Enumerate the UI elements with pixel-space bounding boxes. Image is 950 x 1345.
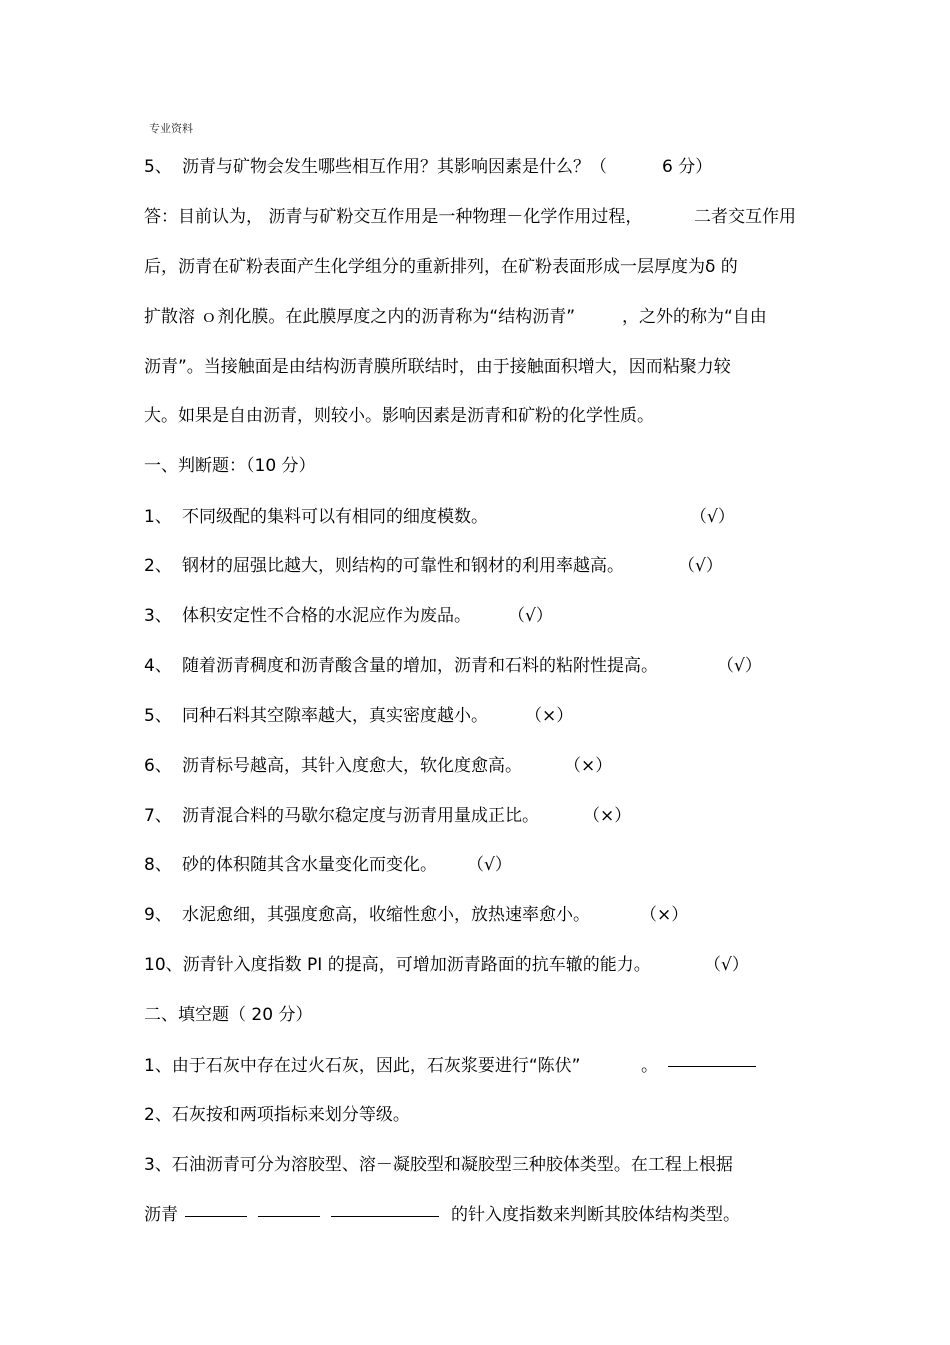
question-text: 沥青与矿物会发生哪些相互作用？其影响因素是什么？（ — [182, 157, 607, 177]
judge-item — [144, 904, 590, 926]
answer-line-5: 大。如果是自由沥青，则较小。影响因素是沥青和矿粉的化学性质。 — [144, 406, 654, 426]
item-number: 9、 — [144, 905, 172, 925]
item-text: 同种石料其空隙率越大，真实密度越小。 — [182, 706, 488, 726]
item-text: 沥青混合料的马歇尔稳定度与沥青用量成正比。 — [182, 806, 539, 826]
essay-question — [144, 156, 607, 178]
fill-item-1 — [144, 1055, 580, 1077]
item-answer: （×） — [525, 706, 574, 726]
item-text: 体积安定性不合格的水泥应作为废品。 — [182, 606, 471, 626]
item-answer: （√） — [467, 855, 512, 875]
answer-blank — [185, 1216, 247, 1217]
question-score: 6 分） — [662, 157, 713, 177]
item-answer: （×） — [564, 756, 613, 776]
answer-line-1: 答：目前认为， 沥青与矿粉交互作用是一种物理－化学作用过程， — [144, 207, 643, 227]
item-number: 7、 — [144, 806, 172, 826]
fill-text: 1、由于石灰中存在过火石灰，因此，石灰浆要进行“陈伏” — [144, 1056, 581, 1076]
item-text: 随着沥青稠度和沥青酸含量的增加，沥青和石料的粘附性提高。 — [182, 656, 658, 676]
question-number: 5、 — [144, 157, 172, 177]
page-header: 专业资料 — [149, 122, 193, 135]
item-answer: （√） — [704, 955, 749, 975]
fill-item-1-tail: 。 — [641, 1056, 658, 1076]
answer-blank — [258, 1216, 320, 1217]
answer-blank — [668, 1066, 756, 1067]
judge-item — [144, 555, 624, 577]
item-number: 2、 — [144, 556, 172, 576]
judge-item — [144, 854, 437, 876]
answer-line-4: 沥青”。当接触面是由结构沥青膜所联结时，由于接触面积增大，因而粘聚力较 — [144, 357, 731, 377]
judge-item — [144, 954, 651, 976]
item-text: 砂的体积随其含水量变化而变化。 — [182, 855, 437, 875]
answer-line-3-tail: ，之外的称为“自由 — [622, 307, 767, 327]
answer-blank — [331, 1216, 439, 1217]
judge-item — [144, 605, 471, 627]
judge-item — [144, 805, 539, 827]
judge-item — [144, 705, 488, 727]
fill-item-3: 3、石油沥青可分为溶胶型、溶－凝胶型和凝胶型三种胶体类型。在工程上根据 — [144, 1155, 733, 1175]
judge-item — [144, 506, 488, 528]
judge-heading: 一、判断题：（10 分） — [144, 456, 316, 476]
item-number: 6、 — [144, 756, 172, 776]
fill-heading: 二、填空题（ 20 分） — [144, 1005, 313, 1025]
item-answer: （√） — [678, 556, 723, 576]
item-text: 钢材的屈强比越大，则结构的可靠性和钢材的利用率越高。 — [182, 556, 624, 576]
item-answer: （√） — [508, 606, 553, 626]
item-answer: （√） — [690, 507, 735, 527]
item-text: 不同级配的集料可以有相同的细度模数。 — [182, 507, 488, 527]
item-number: 1、 — [144, 507, 172, 527]
fill-item-4-start: 沥青 — [144, 1205, 178, 1225]
answer-line-3: 扩散溶 ｏ剂化膜。在此膜厚度之内的沥青称为“结构沥青” — [144, 307, 576, 327]
fill-item-4-tail: 的针入度指数来判断其胶体结构类型。 — [451, 1205, 740, 1225]
item-number: 4、 — [144, 656, 172, 676]
item-answer: （×） — [583, 806, 632, 826]
item-number: 5、 — [144, 706, 172, 726]
item-answer: （×） — [640, 905, 689, 925]
item-answer: （√） — [717, 656, 762, 676]
item-number: 8、 — [144, 855, 172, 875]
judge-item — [144, 655, 658, 677]
answer-line-1-tail: 二者交互作用 — [694, 207, 796, 227]
item-text: 沥青标号越高，其针入度愈大，软化度愈高。 — [182, 756, 522, 776]
judge-item — [144, 755, 522, 777]
item-text: 沥青针入度指数 PI 的提高，可增加沥青路面的抗车辙的能力。 — [182, 955, 651, 975]
item-text: 水泥愈细，其强度愈高，收缩性愈小，放热速率愈小。 — [182, 905, 590, 925]
item-number: 10、 — [144, 955, 183, 975]
fill-item-2: 2、石灰按和两项指标来划分等级。 — [144, 1105, 410, 1125]
item-number: 3、 — [144, 606, 172, 626]
answer-line-2: 后，沥青在矿粉表面产生化学组分的重新排列，在矿粉表面形成一层厚度为δ 的 — [144, 257, 738, 277]
